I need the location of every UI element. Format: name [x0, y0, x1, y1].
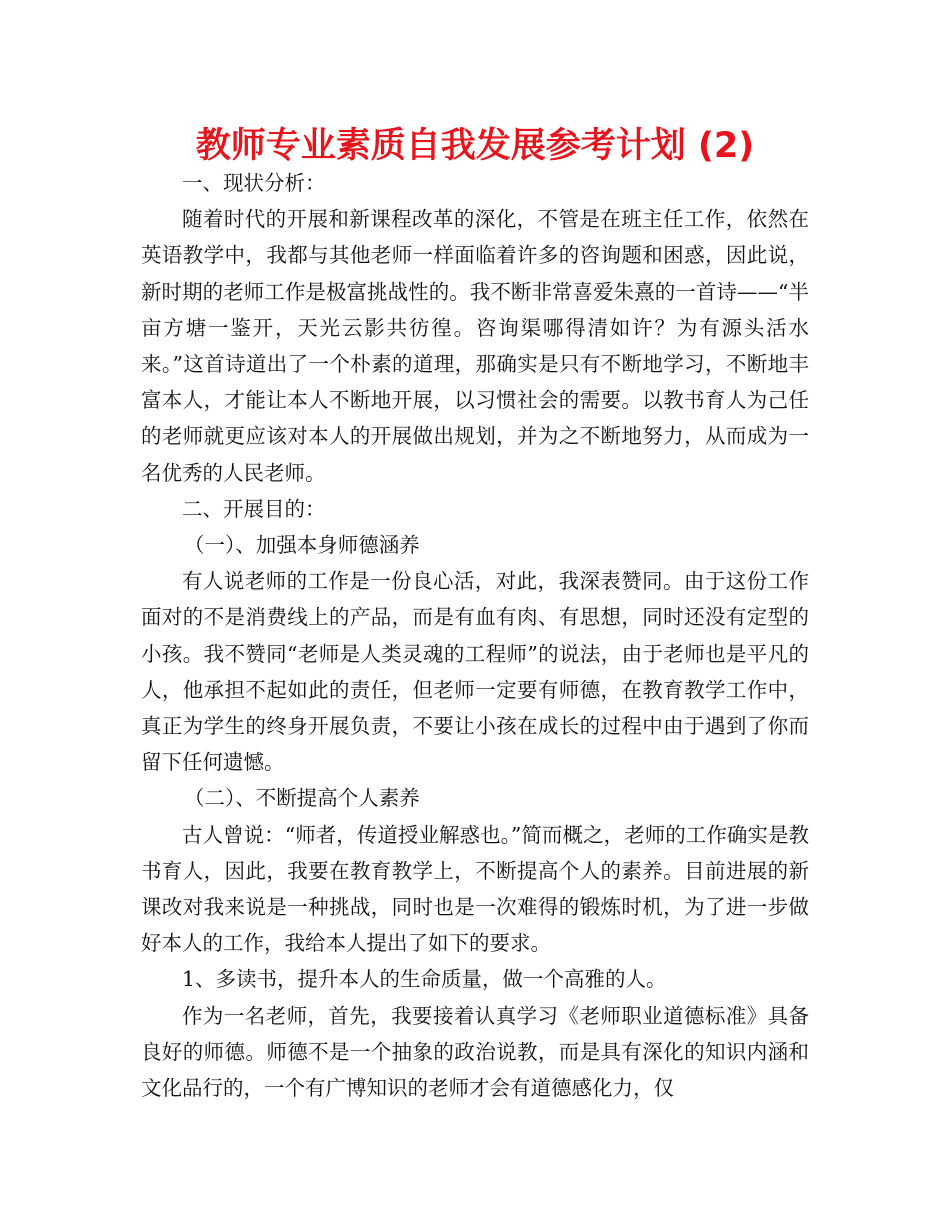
- paragraph-literacy: 古人曾说：“师者，传道授业解惑也。”简而概之，老师的工作确实是教书育人，因此，我要在教育教学上，不断提高个人的素养。目前进展的新课改对我来说是一种挑战，同时也是一次难得的锻炼时机，为了进一步做好本人的工作，我给本人提出了如下的要求。: [141, 822, 809, 956]
- subheading-ethics: （一）、加强本身师德涵养: [184, 533, 420, 558]
- paragraph-ethics: 有人说老师的工作是一份良心活，对此，我深表赞同。由于这份工作面对的不是消费线上的产品，而是有血有肉、有思想，同时还没有定型的小孩。我不赞同“老师是人类灵魂的工程师”的说法，由于老师也是平凡的人，他承担不起如此的责任，但老师一定要有师德，在教育教学工作中，真正为学生的终身开展负责，不要让小孩在成长的过程中由于遇到了你而留下任何遗憾。: [141, 569, 809, 775]
- section-heading-goals: 二、开展目的：: [182, 496, 326, 521]
- paragraph-reading: 作为一名老师，首先，我要接着认真学习《老师职业道德标准》具备良好的师德。师德不是一个抽象的政治说教，而是具有深化的知识内涵和文化品行的，一个有广博知识的老师才会有道德感化力，仅: [141, 1003, 809, 1101]
- subheading-literacy: （二）、不断提高个人素养: [184, 786, 420, 811]
- document-body: [141, 165, 809, 1106]
- list-item-reading: 1、多读书，提升本人的生命质量，做一个高雅的人。: [182, 967, 667, 992]
- section-heading-status: 一、现状分析：: [182, 171, 326, 195]
- document-title: 教师专业素质自我发展参考计划 (2): [195, 126, 755, 166]
- paragraph-status-analysis: 随着时代的开展和新课程改革的深化，不管是在班主任工作，依然在英语教学中，我都与其他老师一样面临着许多的咨询题和困惑，因此说，新时期的老师工作是极富挑战性的。我不断非常喜爱朱熹的一首诗——“半亩方塘一鉴开，天光云影共彷徨。咨询渠哪得清如许？为有源头活水来。”这首诗道出了一个朴素的道理，那确实是只有不断地学习，不断地丰富本人，才能让本人不断地开展，以习惯社会的需要。以教书育人为己任的老师就更应该对本人的开展做出规划，并为之不断地努力，从而成为一名优秀的人民老师。: [141, 207, 809, 485]
